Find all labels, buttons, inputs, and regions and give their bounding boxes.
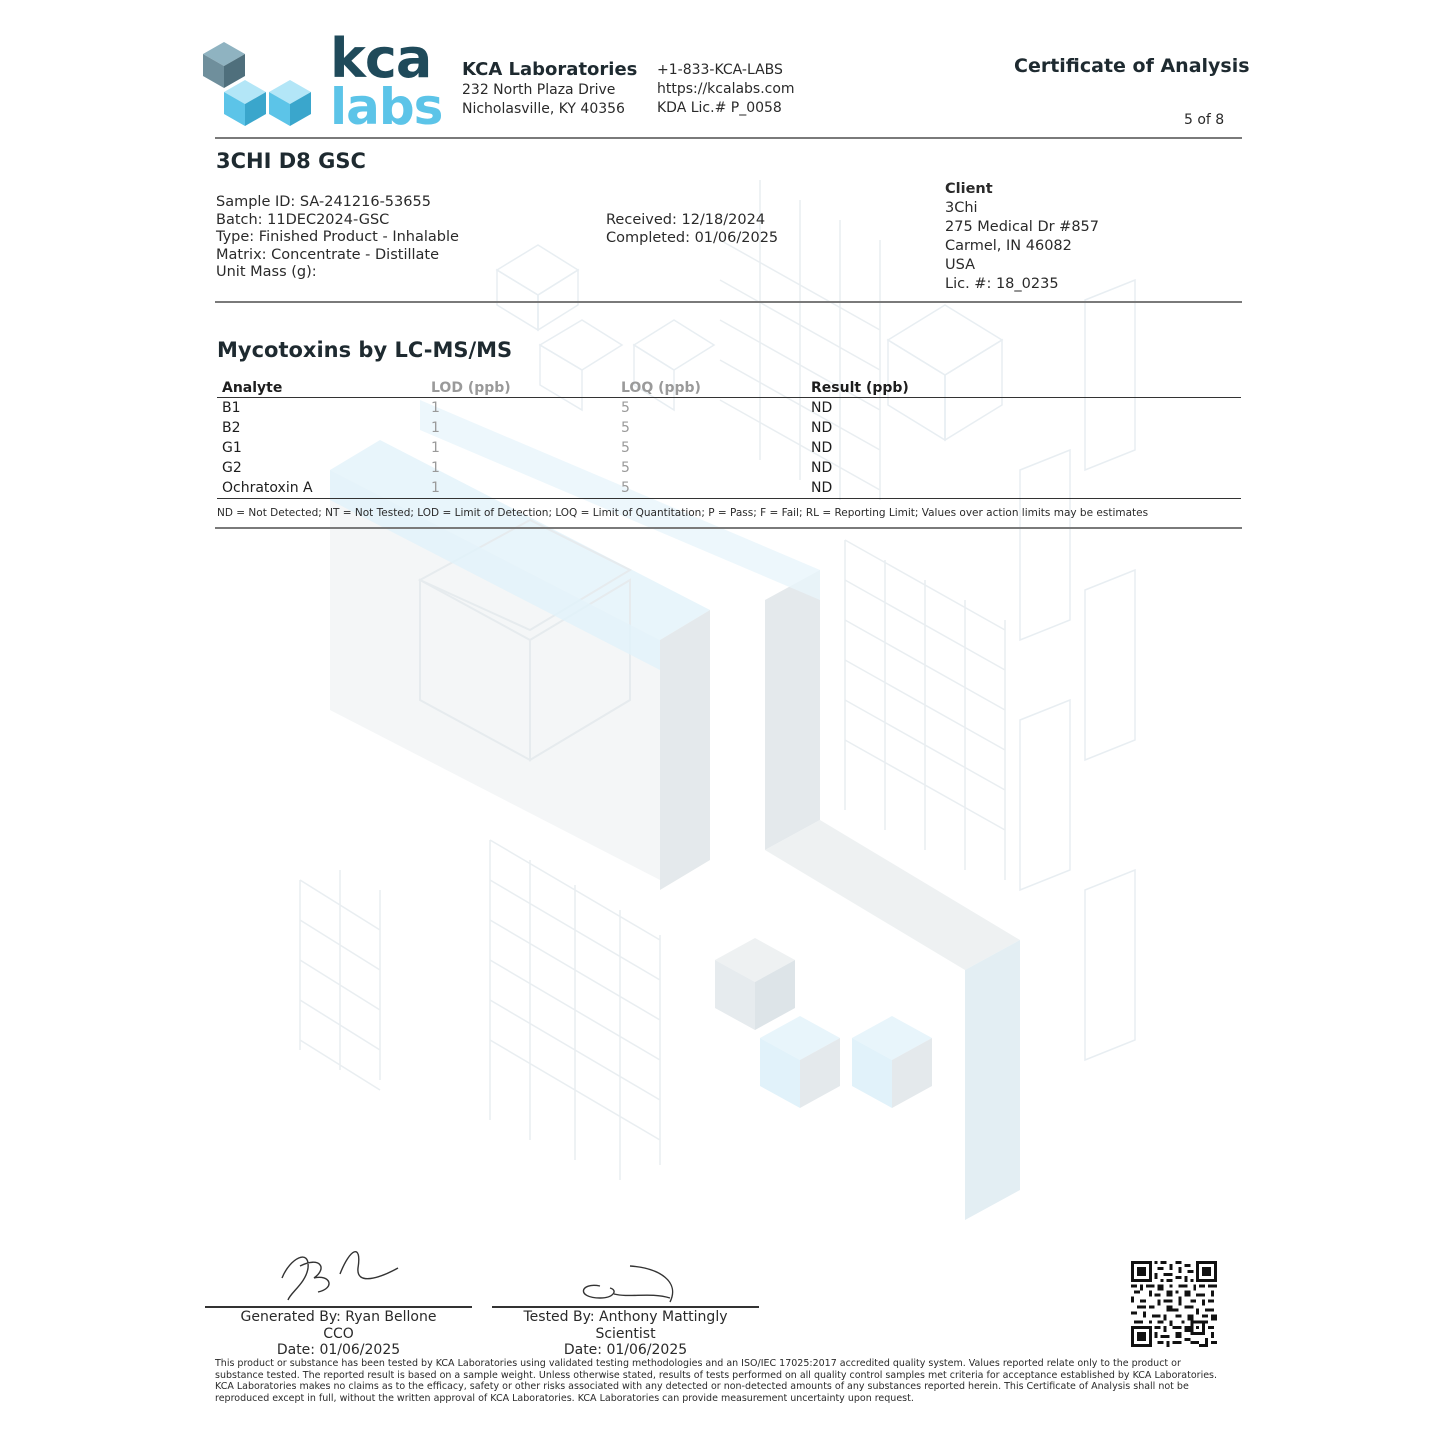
header-divider <box>215 137 1242 139</box>
sample-details <box>216 194 459 282</box>
tested-by-name: Tested By: Anthony Mattingly <box>523 1309 728 1325</box>
sample-type: Type: Finished Product - Inhalable <box>216 229 459 245</box>
cell-analyte: Ochratoxin A <box>222 480 313 496</box>
generated-by-block <box>205 1309 472 1359</box>
cube-logo-icon <box>200 40 315 132</box>
cell-result: ND <box>811 420 833 436</box>
cell-result: ND <box>811 460 833 476</box>
client-heading: Client <box>945 181 993 197</box>
table-footnote: ND = Not Detected; NT = Not Tested; LOD = Limit of Detection; LOQ = Limit of Quantitation; P = Pass; F = Fail; RL = Reporting Limit; Values over action limits may be estimates <box>217 507 1149 519</box>
tested-by-role: Scientist <box>595 1325 656 1342</box>
cell-result: ND <box>811 480 833 496</box>
cell-analyte: G1 <box>222 440 242 456</box>
sample-id: Sample ID: SA-241216-53655 <box>216 194 431 210</box>
lab-address-line1: 232 North Plaza Drive <box>462 82 616 98</box>
qr-code-icon[interactable] <box>1131 1261 1217 1347</box>
signature-anthony-mattingly-icon <box>570 1262 682 1306</box>
column-header-result: Result (ppb) <box>806 377 1241 398</box>
client-country: USA <box>945 257 976 273</box>
cell-analyte: B1 <box>222 400 241 416</box>
cell-result: ND <box>811 400 833 416</box>
table-row <box>217 438 1241 458</box>
cell-loq: 5 <box>621 400 630 416</box>
lab-website-link[interactable]: https://kcalabs.com <box>657 81 795 97</box>
cell-analyte: B2 <box>222 420 241 436</box>
generated-by-date: Date: 01/06/2025 <box>276 1342 401 1358</box>
cell-loq: 5 <box>621 480 630 496</box>
cell-lod: 1 <box>431 480 440 496</box>
tested-by-block <box>492 1309 759 1359</box>
table-header-row <box>217 377 1241 398</box>
cell-loq: 5 <box>621 440 630 456</box>
results-table <box>217 377 1241 499</box>
client-street: 275 Medical Dr #857 <box>945 219 1100 235</box>
completed-date: Completed: 01/06/2025 <box>606 229 779 246</box>
sample-unit-mass: Unit Mass (g): <box>216 264 317 280</box>
document-title: Certificate of Analysis <box>1014 55 1250 77</box>
lab-phone: +1-833-KCA-LABS <box>657 62 783 78</box>
lab-name: KCA Laboratories <box>462 59 638 80</box>
cell-lod: 1 <box>431 420 440 436</box>
page-indicator: 5 of 8 <box>1184 112 1225 128</box>
signature-line-tested <box>492 1306 759 1308</box>
generated-by-name: Generated By: Ryan Bellone <box>240 1309 437 1325</box>
lab-address-line2: Nicholasville, KY 40356 <box>462 101 625 117</box>
signature-line-generated <box>205 1306 472 1308</box>
client-name: 3Chi <box>945 200 978 216</box>
client-city: Carmel, IN 46082 <box>945 238 1072 254</box>
lab-license: KDA Lic.# P_0058 <box>657 100 782 116</box>
cell-lod: 1 <box>431 440 440 456</box>
cell-loq: 5 <box>621 420 630 436</box>
column-header-lod: LOD (ppb) <box>426 377 616 398</box>
client-license: Lic. #: 18_0235 <box>945 276 1059 292</box>
received-date: Received: 12/18/2024 <box>606 212 766 228</box>
sample-dates <box>606 212 778 247</box>
cell-loq: 5 <box>621 460 630 476</box>
sample-title: 3CHI D8 GSC <box>216 149 366 173</box>
table-row <box>217 458 1241 478</box>
cell-lod: 1 <box>431 400 440 416</box>
cell-lod: 1 <box>431 460 440 476</box>
logo-wordmark-top: kca <box>330 27 432 90</box>
legal-disclaimer: This product or substance has been tested by KCA Laboratories using validated testing methodologies and an ISO/IEC 17025:2017 accredited quality system. Values reported relate only to the product or substance tested. The reported result is based on a sample weight. Unless otherwise stated, results of tests performed on all quality control samples met criteria for acceptance established by KCA Laboratories. KCA Laboratories makes no claims as to the efficacy, safety or other risks associated with any detected or non-detected amounts of any substances reported herein. This Certificate of Analysis shall not be reproduced except in full, without the written approval of KCA Laboratories. KCA Laboratories can provide measurement uncertainty upon request. <box>215 1358 1218 1404</box>
tested-by-date: Date: 01/06/2025 <box>563 1342 688 1358</box>
section-divider <box>215 527 1242 529</box>
column-header-analyte: Analyte <box>217 377 426 398</box>
client-block <box>945 180 1099 294</box>
table-row <box>217 418 1241 438</box>
cell-result: ND <box>811 440 833 456</box>
column-header-loq: LOQ (ppb) <box>616 377 806 398</box>
sample-batch: Batch: 11DEC2024-GSC <box>216 211 390 228</box>
section-title: Mycotoxins by LC-MS/MS <box>217 338 513 362</box>
generated-by-role: CCO <box>323 1325 354 1342</box>
sample-matrix: Matrix: Concentrate - Distillate <box>216 246 440 263</box>
cell-analyte: G2 <box>222 460 242 476</box>
signature-ryan-bellone-icon <box>270 1238 410 1306</box>
table-row <box>217 478 1241 499</box>
sample-divider <box>215 301 1242 303</box>
table-row <box>217 398 1241 419</box>
logo-wordmark-bottom: labs <box>330 78 443 136</box>
